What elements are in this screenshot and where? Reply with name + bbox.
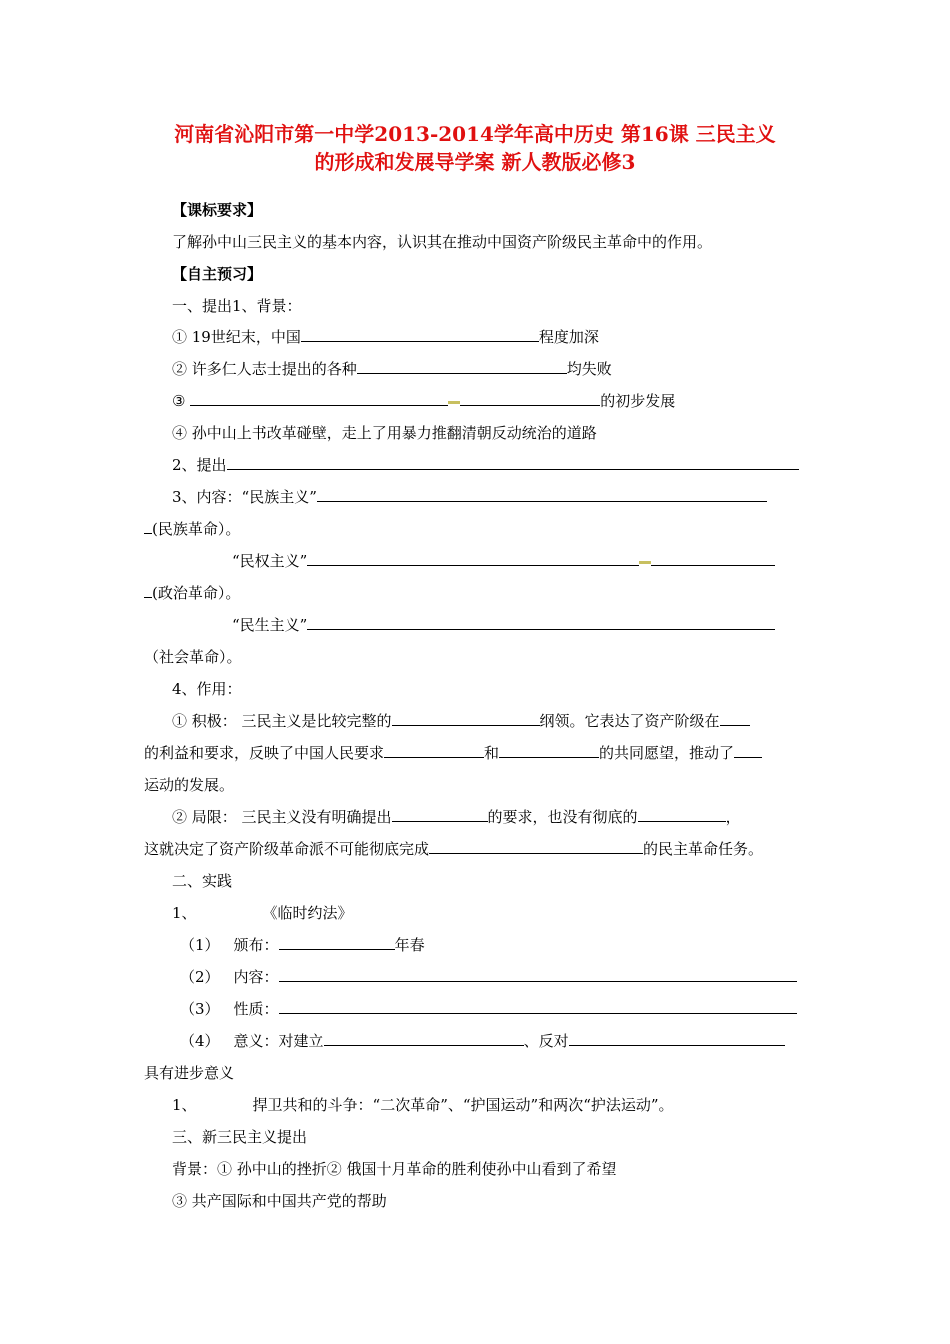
question-3: [180, 999, 797, 1019]
blank[interactable]: [227, 455, 799, 470]
content-nationalism-tail: [144, 519, 240, 539]
blank[interactable]: [357, 359, 567, 374]
question-4-tail: 具有进步意义: [144, 1064, 235, 1082]
blank[interactable]: [569, 1031, 785, 1046]
constitution-title: 《临时约法》: [262, 904, 353, 922]
content-livelihood-tail: （社会革命）。: [144, 648, 242, 666]
content-democracy: [232, 551, 775, 571]
nationalism-label: 3、内容：“民族主义”: [172, 488, 317, 506]
bg1-text-b: 程度加深: [538, 328, 599, 346]
lim-text-a: ② 局限： 三民主义没有明确提出: [172, 808, 392, 826]
bg3-text-b: 的初步发展: [600, 392, 676, 410]
blank[interactable]: [307, 551, 639, 566]
pos-text-b: 纲领。它表达了资产阶级在: [539, 712, 720, 730]
question-4: [180, 1031, 785, 1051]
item-number: 1、: [172, 904, 197, 922]
blank[interactable]: [392, 711, 540, 726]
q4-number: （4）: [180, 1032, 220, 1050]
lim-text-d: 这就决定了资产阶级革命派不可能彻底完成: [144, 840, 430, 858]
new-background-line-2: ③ 共产国际和中国共产党的帮助: [172, 1192, 387, 1210]
blank[interactable]: [144, 583, 152, 598]
q3-number: （3）: [180, 1000, 220, 1018]
content-democracy-tail: [144, 583, 240, 603]
limitation-line-1: [172, 807, 741, 827]
doc-title-line-2: 的形成和发展导学案 新人教版必修3: [314, 150, 636, 174]
blank[interactable]: [301, 327, 539, 342]
background-item-3: [172, 391, 675, 411]
blank[interactable]: [734, 743, 762, 758]
curriculum-text: 了解孙中山三民主义的基本内容，认识其在推动中国资产阶级民主革命中的作用。: [172, 233, 713, 251]
blank[interactable]: [279, 999, 797, 1014]
content-nationalism: [172, 487, 767, 507]
q4-text-a: 意义：对建立: [233, 1032, 324, 1050]
preview-header: 【自主预习】: [172, 265, 263, 283]
pos-text-d: 和: [484, 744, 500, 762]
limitation-line-2: [144, 839, 763, 859]
positive-effect-line-1: [172, 711, 750, 731]
q4-text-b: 、反对: [523, 1032, 569, 1050]
lim-text-e: 的民主革命任务。: [643, 840, 764, 858]
defense-text: 捍卫共和的斗争：“二次革命”、“护国运动”和两次“护法运动”。: [252, 1096, 674, 1114]
blank[interactable]: [392, 807, 488, 822]
pos-text-c: 的利益和要求，反映了中国人民要求: [144, 744, 385, 762]
blank[interactable]: [460, 391, 600, 406]
democracy-tail: (政治革命）。: [152, 584, 241, 602]
livelihood-label: “民生主义”: [232, 616, 308, 634]
blank[interactable]: [190, 391, 448, 406]
democracy-label: “民权主义”: [232, 552, 308, 570]
doc-title-line-1: 河南省沁阳市第一中学2013-2014学年高中历史 第16课 三民主义: [174, 122, 776, 146]
highlight-mark: [639, 561, 651, 564]
constitution-item: [172, 903, 353, 923]
q1-text-b: 年春: [394, 936, 425, 954]
bg2-text-a: ② 许多仁人志士提出的各种: [172, 360, 357, 378]
blank[interactable]: [324, 1031, 524, 1046]
blank[interactable]: [429, 839, 643, 854]
q1-number: （1）: [180, 936, 220, 954]
blank[interactable]: [279, 935, 395, 950]
item-number: 1、: [172, 1096, 197, 1114]
curriculum-header: 【课标要求】: [172, 201, 263, 219]
blank[interactable]: [307, 615, 775, 630]
practice-heading: 二、实践: [172, 872, 233, 890]
lim-text-b: 的要求，也没有彻底的: [487, 808, 638, 826]
blank[interactable]: [317, 487, 767, 502]
q1-text-a: 颁布：: [233, 936, 279, 954]
question-2: [180, 967, 797, 987]
effect-heading: 4、作用：: [172, 680, 242, 698]
positive-effect-line-3: 运动的发展。: [144, 776, 235, 794]
defense-item: [172, 1095, 674, 1115]
proposal-label: 2、提出: [172, 456, 227, 474]
blank[interactable]: [638, 807, 726, 822]
bg2-text-b: 均失败: [566, 360, 612, 378]
background-item-2: [172, 359, 612, 379]
blank[interactable]: [651, 551, 775, 566]
background-item-4: ④ 孙中山上书改革碰壁，走上了用暴力推翻清朝反动统治的道路: [172, 424, 597, 442]
blank[interactable]: [144, 519, 152, 534]
proposal-item: [172, 455, 799, 475]
bg3-text-a: ③: [172, 392, 186, 410]
new-three-principles-heading: 三、新三民主义提出: [172, 1128, 308, 1146]
q2-text: 内容：: [233, 968, 279, 986]
bg1-text-a: ① 19世纪末，中国: [172, 328, 301, 346]
question-1: [180, 935, 425, 955]
proposal-heading: 一、提出1、背景：: [172, 297, 302, 315]
q3-text: 性质：: [233, 1000, 279, 1018]
blank[interactable]: [279, 967, 797, 982]
q2-number: （2）: [180, 968, 220, 986]
blank[interactable]: [720, 711, 750, 726]
blank[interactable]: [384, 743, 484, 758]
content-livelihood: [232, 615, 775, 635]
pos-text-a: ① 积极： 三民主义是比较完整的: [172, 712, 392, 730]
blank[interactable]: [499, 743, 599, 758]
positive-effect-line-2: [144, 743, 762, 763]
nationalism-tail: (民族革命）。: [152, 520, 241, 538]
lim-text-c: ，: [725, 808, 741, 826]
pos-text-e: 的共同愿望，推动了: [599, 744, 735, 762]
highlight-mark: [448, 401, 460, 404]
background-item-1: [172, 327, 599, 347]
new-background-line-1: 背景：① 孙中山的挫折② 俄国十月革命的胜利使孙中山看到了希望: [172, 1160, 617, 1178]
